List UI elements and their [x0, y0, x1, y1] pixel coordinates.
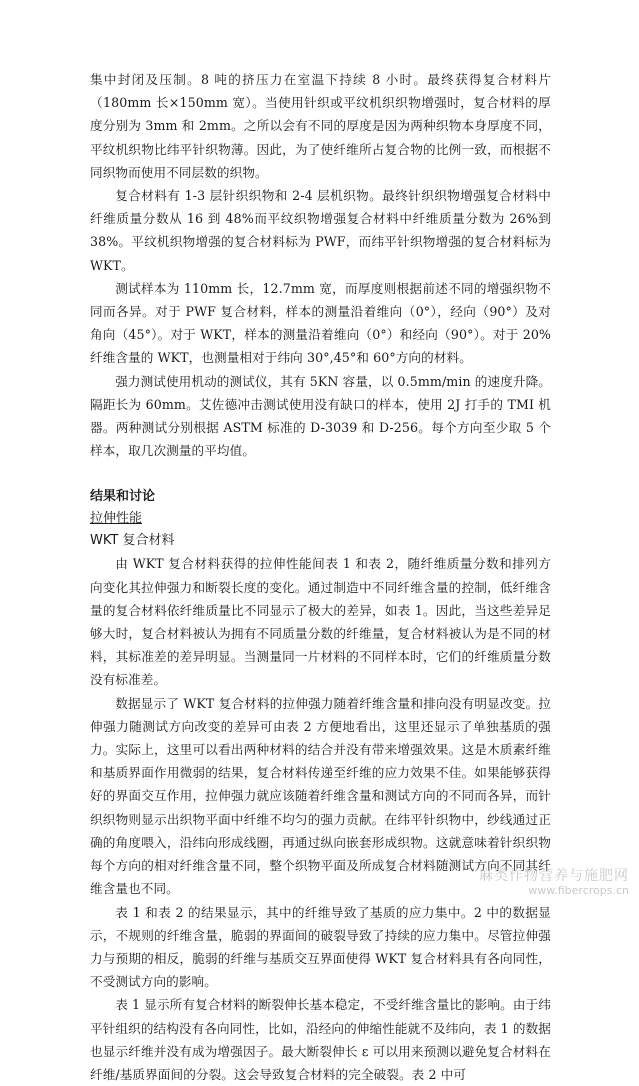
- watermark-title: 麻类作物营养与施肥网: [479, 868, 629, 884]
- body-paragraph: 数据显示了 WKT 复合材料的拉伸强力随着纤维含量和排向没有明显改变。拉伸强力随测试方向改变的差异可由表 2 方便地看出，这里还显示了单独基质的强力。实际上，这里可以看出两种材料的结合并没有带来增强效果。这是木质素纤维和基质界面作用微弱的结果，复合材料传递至纤维的应力效果不佳。如果能够获得好的界面交互作用，拉伸强力就应该随着纤维含量和测试方向的不同而各异，而针织织物则显示出织物平面中纤维不均匀的强力贡献。在纬平针织物中，纱线通过正确的角度喂入，沿纬向形成线圈，再通过纵向嵌套形成织物。这就意味着针织织物每个方向的相对纤维含量不同，整个织物平面及所成复合材料随测试方向不同其纤维含量也不同。: [90, 695, 551, 897]
- body-paragraph: 由 WKT 复合材料获得的拉伸性能间表 1 和表 2，随纤维质量分数和排列方向变化其拉伸强力和断裂长度的变化。通过制造中不同纤维含量的控制，低纤维含量的复合材料依纤维质量比不同显示了极大的差异，如表 1。因此，当这些差异足够大时，复合材料被认为拥有不同质量分数的纤维量，复合材料被认为是不同的材料，其标准差的差异明显。当测量同一片材料的不同样本时，它们的纤维质量分数没有标准差。: [90, 556, 551, 688]
- watermark-url: www.fibercrops.cn: [528, 884, 629, 897]
- section-heading: 结果和讨论: [90, 489, 156, 505]
- site-watermark: [479, 868, 629, 897]
- body-paragraph: 集中封闭及压制。8 吨的挤压力在室温下持续 8 小时。最终获得复合材料片（180mm 长×150mm 宽）。当使用针织或平纹机织织物增强时，复合材料的厚度分别为 3mm 和 2mm。之所以会有不同的厚度是因为两种织物本身厚度不同，平纹机织物比纬平针织物薄。因此，为了使纤维所占复合物的比例一致，而根据不同织物而使用不同层数的织物。: [90, 72, 551, 180]
- body-paragraph: 表 1 和表 2 的结果显示，其中的纤维导致了基质的应力集中。2 中的数据显示，不规则的纤维含量，脆弱的界面间的破裂导致了持续的应力集中。尽管拉伸强力与预期的相反，脆弱的纤维与基质交互界面使得 WKT 复合材料具有各向同性，不受测试方向的影响。: [90, 904, 551, 990]
- subsubsection-heading: WKT 复合材料: [90, 533, 175, 549]
- body-paragraph: 表 1 显示所有复合材料的断裂伸长基本稳定，不受纤维含量比的影响。由于纬平针组织的结构没有各向同性，比如，沿经向的伸缩性能就不及纬向，表 1 的数据也显示纤维并没有成为增强因子。最大断裂伸长 ε 可以用来预测以避免复合材料在纤维/基质界面间的分裂。这会导致复合材料的完全破裂。表 2 中可: [90, 997, 551, 1082]
- body-paragraph: 测试样本为 110mm 长，12.7mm 宽，而厚度则根据前述不同的增强织物不同而各异。对于 PWF 复合材料，样本的测量沿着维向（0°），经向（90°）及对角向（45°）。对于 WKT，样本的测量沿着维向（0°）和经向（90°）。对于 20%纤维含量的 WKT，也测量相对于纬向 30°,45°和 60°方向的材料。: [90, 280, 551, 366]
- body-paragraph: 强力测试使用机动的测试仪，其有 5KN 容量，以 0.5mm/min 的速度升降。隔距长为 60mm。艾佐德冲击测试使用没有缺口的样本，使用 2J 打手的 TMI 机器。两种测试分别根据 ASTM 标准的 D-3039 和 D-256。每个方向至少取 5 个样本，取几次测量的平均值。: [90, 373, 551, 459]
- body-paragraph: 复合材料有 1-3 层针织织物和 2-4 层机织物。最终针织织物增强复合材料中纤维质量分数从 16 到 48%而平纹织物增强复合材料中纤维质量分数为 26%到 38%。平纹机织物增强的复合材料标为 PWF，而纬平针织物增强的复合材料标为 WKT。: [90, 188, 551, 273]
- subsection-heading: 拉伸性能: [90, 511, 143, 527]
